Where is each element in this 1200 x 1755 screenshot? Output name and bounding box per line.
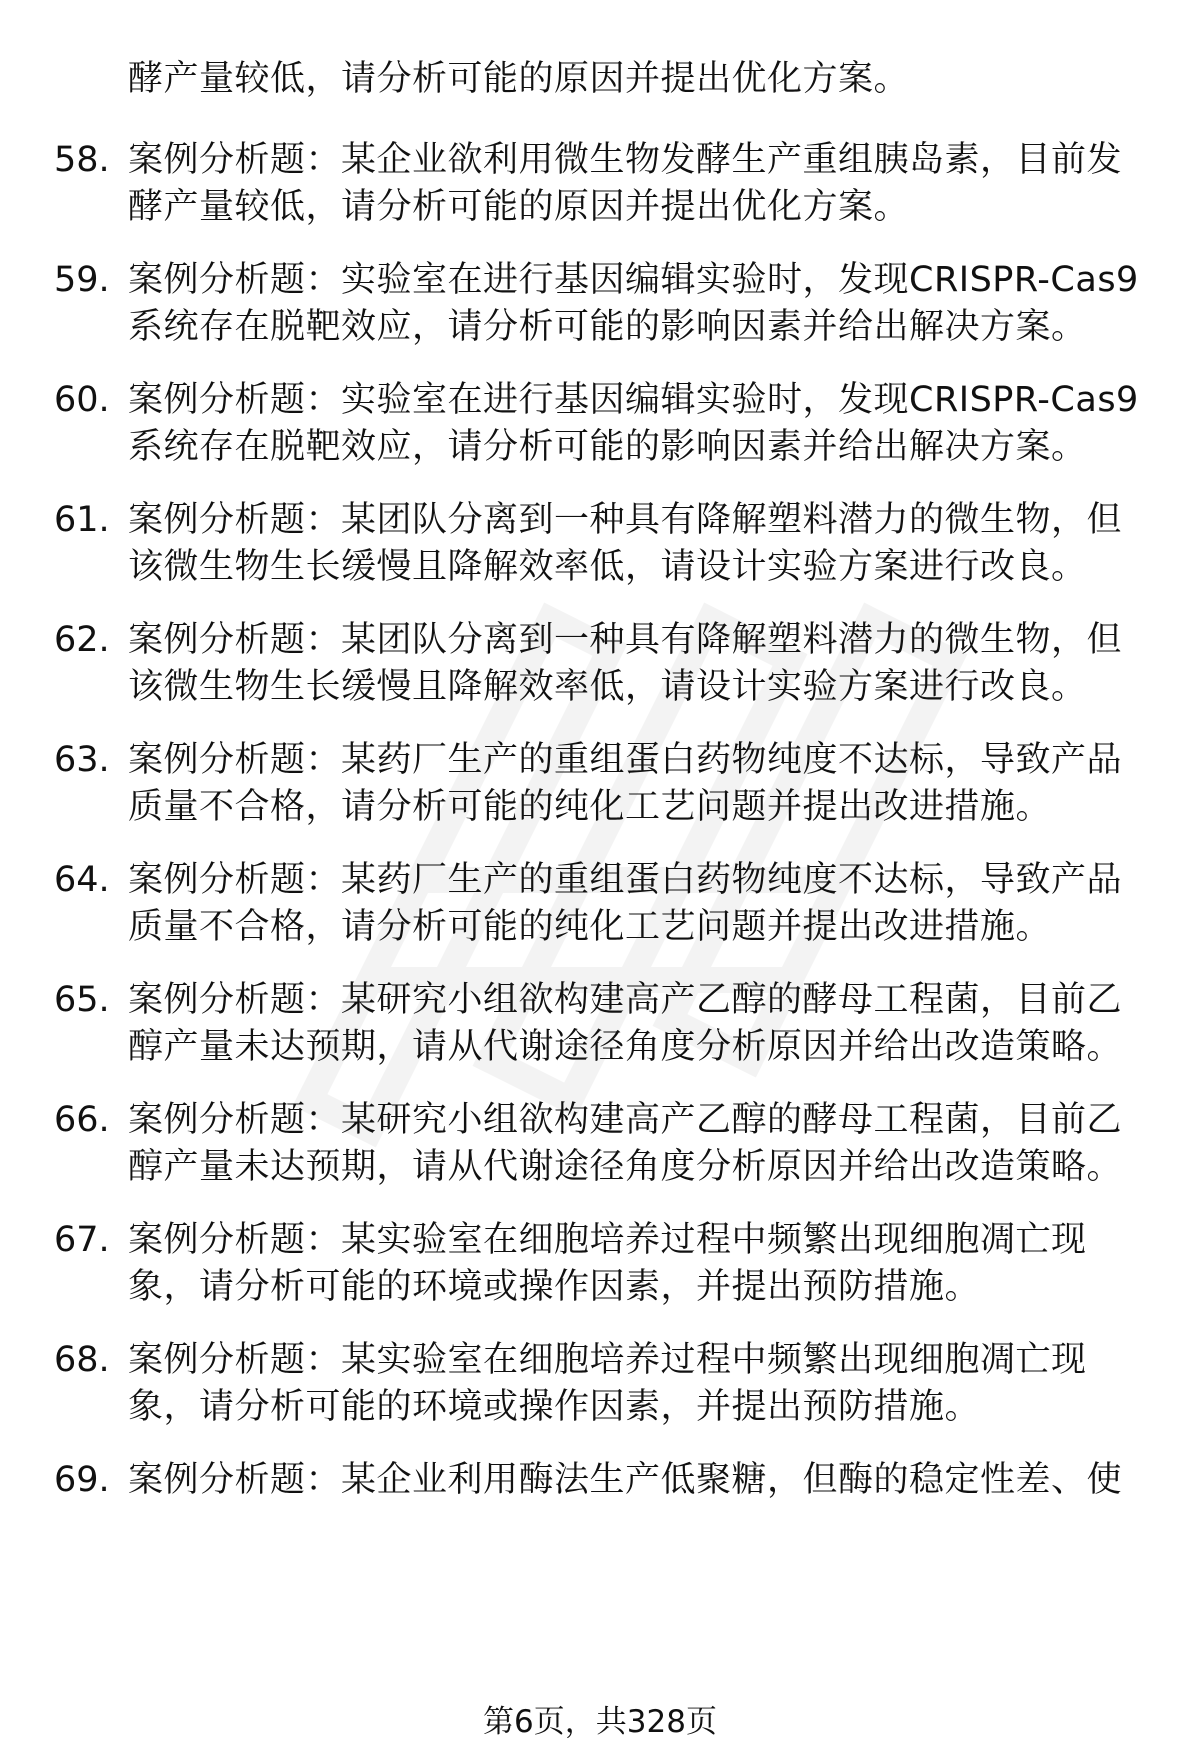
question-text: 案例分析题：某团队分离到一种具有降解塑料潜力的微生物，但该微生物生长缓慢且降解效率低，请设计实验方案进行改良。 (128, 620, 1123, 707)
question-text: 案例分析题：某研究小组欲构建高产乙醇的酵母工程菌，目前乙醇产量未达预期，请从代谢途径角度分析原因并给出改造策略。 (128, 1100, 1123, 1187)
question-text: 案例分析题：某实验室在细胞培养过程中频繁出现细胞凋亡现象，请分析可能的环境或操作因素，并提出预防措施。 (128, 1340, 1087, 1427)
question-text: 案例分析题：某企业欲利用微生物发酵生产重组胰岛素，目前发酵产量较低，请分析可能的原因并提出优化方案。 (128, 140, 1123, 227)
question-item (0, 977, 1200, 1071)
question-list (0, 56, 1200, 1530)
question-item (0, 737, 1200, 831)
question-text: 案例分析题：实验室在进行基因编辑实验时，发现CRISPR-Cas9系统存在脱靶效应，请分析可能的影响因素并给出解决方案。 (128, 380, 1139, 467)
question-item (0, 1337, 1200, 1431)
question-number: 62. (54, 620, 110, 660)
question-item (0, 1097, 1200, 1191)
question-item (0, 377, 1200, 471)
question-item (0, 857, 1200, 951)
continued-question-text: 酵产量较低，请分析可能的原因并提出优化方案。 (128, 59, 910, 99)
question-item (0, 1457, 1200, 1504)
question-number: 69. (54, 1460, 110, 1500)
question-number: 60. (54, 380, 110, 420)
continued-question (0, 56, 1200, 103)
question-text: 案例分析题：某企业利用酶法生产低聚糖，但酶的稳定性差、使 (128, 1460, 1123, 1500)
question-item (0, 497, 1200, 591)
question-number: 61. (54, 500, 110, 540)
question-text: 案例分析题：某药厂生产的重组蛋白药物纯度不达标，导致产品质量不合格，请分析可能的纯化工艺问题并提出改进措施。 (128, 740, 1123, 827)
question-text: 案例分析题：某实验室在细胞培养过程中频繁出现细胞凋亡现象，请分析可能的环境或操作因素，并提出预防措施。 (128, 1220, 1087, 1307)
question-number: 63. (54, 740, 110, 780)
question-item (0, 1217, 1200, 1311)
question-number: 65. (54, 980, 110, 1020)
question-item (0, 137, 1200, 231)
question-number: 66. (54, 1100, 110, 1140)
question-number: 68. (54, 1340, 110, 1380)
question-text: 案例分析题：某研究小组欲构建高产乙醇的酵母工程菌，目前乙醇产量未达预期，请从代谢途径角度分析原因并给出改造策略。 (128, 980, 1123, 1067)
question-item (0, 257, 1200, 351)
question-number: 64. (54, 860, 110, 900)
question-item (0, 617, 1200, 711)
question-text: 案例分析题：某团队分离到一种具有降解塑料潜力的微生物，但该微生物生长缓慢且降解效率低，请设计实验方案进行改良。 (128, 500, 1123, 587)
page-number-footer: 第6页，共328页 (483, 1704, 717, 1740)
question-text: 案例分析题：实验室在进行基因编辑实验时，发现CRISPR-Cas9系统存在脱靶效应，请分析可能的影响因素并给出解决方案。 (128, 260, 1139, 347)
question-number: 59. (54, 260, 110, 300)
question-number: 58. (54, 140, 110, 180)
question-text: 案例分析题：某药厂生产的重组蛋白药物纯度不达标，导致产品质量不合格，请分析可能的纯化工艺问题并提出改进措施。 (128, 860, 1123, 947)
question-number: 67. (54, 1220, 110, 1260)
